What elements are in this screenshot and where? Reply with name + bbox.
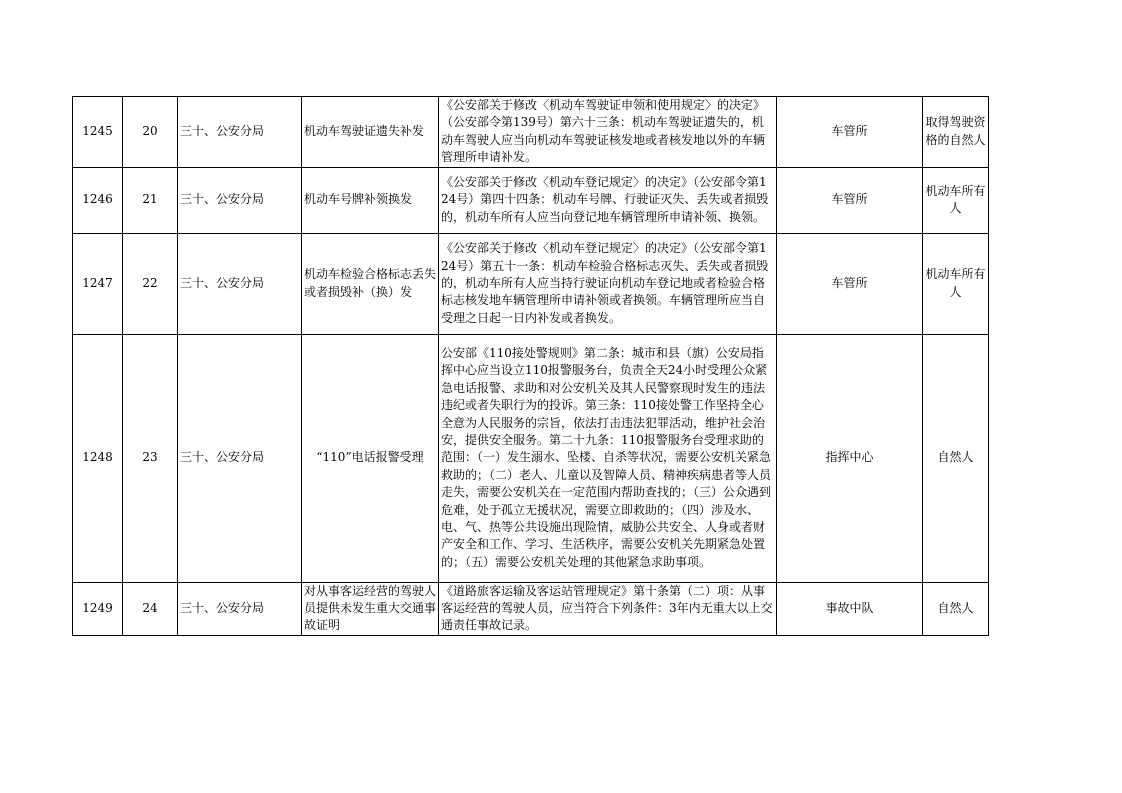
department-cell: 三十、公安分局: [178, 233, 302, 334]
sub-no-cell: 23: [123, 334, 178, 582]
sub-no-cell: 24: [123, 582, 178, 635]
basis-cell: 《公安部关于修改〈机动车驾驶证申领和使用规定〉的决定》（公安部令第139号）第六十三条：机动车驾驶证遗失的，机动车驾驶人应当向机动车驾驶证核发地或者核发地以外的车辆管理所申请补发。: [439, 97, 777, 168]
seq-cell: 1248: [73, 334, 123, 582]
item-cell: 机动车驾驶证遗失补发: [302, 97, 439, 168]
target-cell: 机动车所有人: [923, 233, 989, 334]
sub-no-cell: 21: [123, 167, 178, 233]
table-row: [73, 582, 989, 635]
target-cell: 自然人: [923, 334, 989, 582]
department-cell: 三十、公安分局: [178, 582, 302, 635]
seq-cell: 1249: [73, 582, 123, 635]
target-cell: 自然人: [923, 582, 989, 635]
table-row: [73, 167, 989, 233]
seq-cell: 1245: [73, 97, 123, 168]
basis-cell: 《道路旅客运输及客运站管理规定》第十条第（二）项：从事客运经营的驾驶人员，应当符合下列条件：3年内无重大以上交通责任事故记录。: [439, 582, 777, 635]
item-cell: 机动车检验合格标志丢失或者损毁补（换）发: [302, 233, 439, 334]
office-cell: 事故中队: [777, 582, 923, 635]
items-table: [72, 96, 989, 636]
seq-cell: 1247: [73, 233, 123, 334]
table-row: [73, 233, 989, 334]
table-row: [73, 334, 989, 582]
office-cell: 车管所: [777, 167, 923, 233]
department-cell: 三十、公安分局: [178, 97, 302, 168]
sub-no-cell: 20: [123, 97, 178, 168]
office-cell: 车管所: [777, 97, 923, 168]
item-cell: 机动车号牌补领换发: [302, 167, 439, 233]
table-row: [73, 97, 989, 168]
office-cell: 车管所: [777, 233, 923, 334]
target-cell: 取得驾驶资格的自然人: [923, 97, 989, 168]
department-cell: 三十、公安分局: [178, 334, 302, 582]
basis-cell: 《公安部关于修改〈机动车登记规定〉的决定》（公安部令第124号）第五十一条：机动车检验合格标志灭失、丢失或者损毁的，机动车所有人应当持行驶证向机动车登记地或者检验合格标志核发地车辆管理所申请补领或者换领。车辆管理所应当自受理之日起一日内补发或者换发。: [439, 233, 777, 334]
item-cell: 对从事客运经营的驾驶人员提供未发生重大交通事故证明: [302, 582, 439, 635]
target-cell: 机动车所有人: [923, 167, 989, 233]
sub-no-cell: 22: [123, 233, 178, 334]
basis-cell: 公安部《110接处警规则》第二条：城市和县（旗）公安局指挥中心应当设立110报警服务台，负责全天24小时受理公众紧急电话报警、求助和对公安机关及其人民警察现时发生的违法违纪或者失职行为的投诉。第三条：110接处警工作坚持全心全意为人民服务的宗旨，依法打击违法犯罪活动，维护社会治安，提供安全服务。第二十九条：110报警服务台受理求助的范围：（一）发生溺水、坠楼、自杀等状况，需要公安机关紧急救助的；（二）老人、儿童以及智障人员、精神疾病患者等人员走失，需要公安机关在一定范围内帮助查找的；（三）公众遇到危难，处于孤立无援状况，需要立即救助的；（四）涉及水、电、气、热等公共设施出现险情，威胁公共安全、人身或者财产安全和工作、学习、生活秩序，需要公安机关先期紧急处置的；（五）需要公安机关处理的其他紧急求助事项。: [439, 334, 777, 582]
department-cell: 三十、公安分局: [178, 167, 302, 233]
office-cell: 指挥中心: [777, 334, 923, 582]
seq-cell: 1246: [73, 167, 123, 233]
item-cell: “110”电话报警受理: [302, 334, 439, 582]
basis-cell: 《公安部关于修改〈机动车登记规定〉的决定》（公安部令第124号）第四十四条：机动车号牌、行驶证灭失、丢失或者损毁的，机动车所有人应当向登记地车辆管理所申请补领、换领。: [439, 167, 777, 233]
